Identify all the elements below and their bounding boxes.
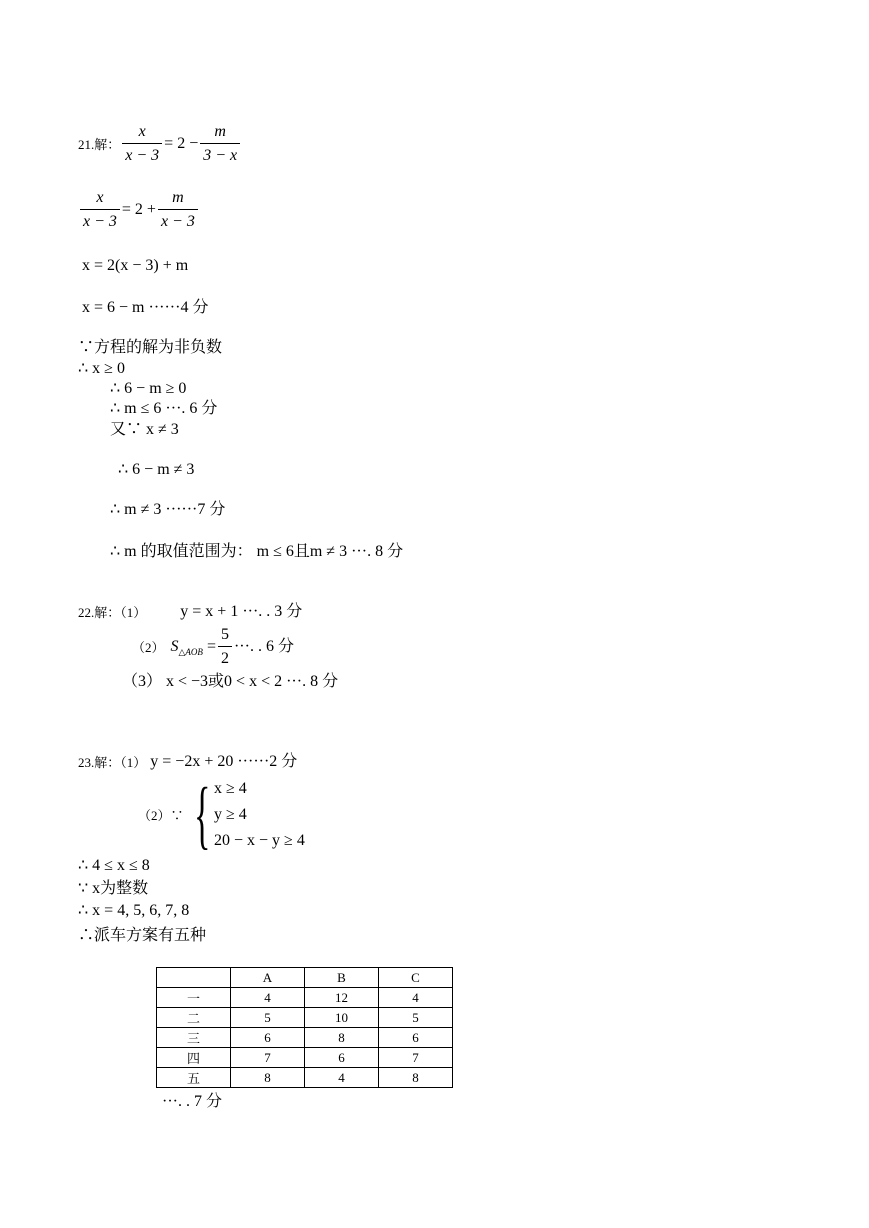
q23-label: 23.解：（1） bbox=[78, 754, 147, 770]
q21-line-8: ∴ m ≤ 6 ···. 6 分 bbox=[110, 400, 218, 417]
table-cell: 4 bbox=[305, 1068, 379, 1088]
fraction bbox=[200, 124, 240, 164]
fraction bbox=[80, 190, 120, 230]
q23-part-1-answer: y = −2x + 20 ······2 分 bbox=[150, 753, 298, 770]
q21-line-5: ∵方程的解为非负数 bbox=[78, 339, 223, 356]
operator: = 2 − bbox=[164, 135, 199, 152]
table-cell: 6 bbox=[231, 1028, 305, 1048]
dispatch-plan-table bbox=[156, 967, 453, 1088]
table-header: A bbox=[231, 968, 305, 988]
fraction bbox=[122, 124, 162, 164]
numerator: x bbox=[138, 123, 146, 140]
area-subscript: △AOB bbox=[178, 646, 203, 657]
inequality: 20 − x − y ≥ 4 bbox=[214, 832, 305, 849]
table-cell: 二 bbox=[157, 1008, 231, 1028]
q21-line-9: 又∵ x ≠ 3 bbox=[110, 421, 179, 438]
denominator: 2 bbox=[218, 646, 232, 667]
table-row bbox=[157, 1068, 453, 1088]
table-cell: 三 bbox=[157, 1028, 231, 1048]
q22-label: 22.解：（1） bbox=[78, 604, 147, 620]
table-cell: 五 bbox=[157, 1068, 231, 1088]
denominator: 3 − x bbox=[200, 143, 240, 164]
q23-part-1 bbox=[78, 754, 297, 770]
table-cell: 8 bbox=[305, 1028, 379, 1048]
table-cell: 7 bbox=[379, 1048, 453, 1068]
q21-line-6: ∴ x ≥ 0 bbox=[78, 360, 125, 377]
inequality: x ≥ 4 bbox=[214, 780, 247, 797]
q22-part-2-label: （2） bbox=[132, 639, 165, 655]
numerator: m bbox=[214, 123, 226, 140]
q21-line-3: x = 2(x − 3) + m bbox=[82, 257, 189, 274]
q22-part-3: （3） x < −3或0 < x < 2 ···. 8 分 bbox=[122, 673, 339, 690]
table-cell: 4 bbox=[379, 988, 453, 1008]
q23-line-c: ∴ x = 4, 5, 6, 7, 8 bbox=[78, 902, 190, 919]
denominator: x − 3 bbox=[158, 209, 198, 230]
table-cell: 四 bbox=[157, 1048, 231, 1068]
operator: = bbox=[206, 638, 216, 655]
q22-part-1-answer: y = x + 1 ···. . 3 分 bbox=[180, 603, 303, 620]
q23-line-d: ∴派车方案有五种 bbox=[78, 927, 207, 944]
numerator: 5 bbox=[220, 626, 229, 643]
table-header-row bbox=[157, 968, 453, 988]
denominator: x − 3 bbox=[80, 209, 120, 230]
q21-line-7: ∴ 6 − m ≥ 0 bbox=[110, 380, 187, 397]
q21-label: 21.解： bbox=[78, 136, 121, 152]
left-brace: { bbox=[193, 773, 210, 857]
table-cell: 7 bbox=[231, 1048, 305, 1068]
table-row bbox=[157, 988, 453, 1008]
table-cell: 一 bbox=[157, 988, 231, 1008]
q21-equation-1 bbox=[78, 124, 242, 164]
q21-line-4: x = 6 − m ······4 分 bbox=[82, 299, 209, 316]
table-row bbox=[157, 1028, 453, 1048]
q23-line-a: ∴ 4 ≤ x ≤ 8 bbox=[78, 857, 150, 874]
fraction bbox=[218, 627, 232, 667]
table-cell: 5 bbox=[379, 1008, 453, 1028]
table-cell: 6 bbox=[305, 1048, 379, 1068]
area-symbol: S bbox=[170, 638, 179, 655]
table-header: C bbox=[379, 968, 453, 988]
fraction bbox=[158, 190, 198, 230]
table-cell: 8 bbox=[231, 1068, 305, 1088]
denominator: x − 3 bbox=[122, 143, 162, 164]
q22-part-1 bbox=[78, 604, 302, 620]
table-cell: 10 bbox=[305, 1008, 379, 1028]
table-cell: 4 bbox=[231, 988, 305, 1008]
numerator: m bbox=[172, 189, 184, 206]
table-header bbox=[157, 968, 231, 988]
table-cell: 6 bbox=[379, 1028, 453, 1048]
q23-score: ···. . 7 分 bbox=[162, 1093, 222, 1110]
q23-part-2-label: （2）∵ bbox=[138, 807, 184, 823]
inequality-system bbox=[214, 781, 305, 849]
q21-line-10: ∴ 6 − m ≠ 3 bbox=[118, 461, 195, 478]
inequality: y ≥ 4 bbox=[214, 806, 247, 823]
q23-line-b: ∵ x为整数 bbox=[78, 880, 149, 897]
q22-part-2 bbox=[132, 627, 294, 667]
table-row bbox=[157, 1048, 453, 1068]
q21-line-12: ∴ m 的取值范围为： m ≤ 6且m ≠ 3 ···. 8 分 bbox=[110, 543, 404, 560]
operator: = 2 + bbox=[121, 201, 156, 218]
table-row bbox=[157, 1008, 453, 1028]
q23-system bbox=[138, 773, 305, 857]
score: ···. . 6 分 bbox=[233, 638, 294, 655]
q21-equation-2 bbox=[78, 190, 200, 230]
table-cell: 5 bbox=[231, 1008, 305, 1028]
table-cell: 12 bbox=[305, 988, 379, 1008]
table-cell: 8 bbox=[379, 1068, 453, 1088]
table-header: B bbox=[305, 968, 379, 988]
q21-line-11: ∴ m ≠ 3 ······7 分 bbox=[110, 501, 226, 518]
numerator: x bbox=[96, 189, 104, 206]
